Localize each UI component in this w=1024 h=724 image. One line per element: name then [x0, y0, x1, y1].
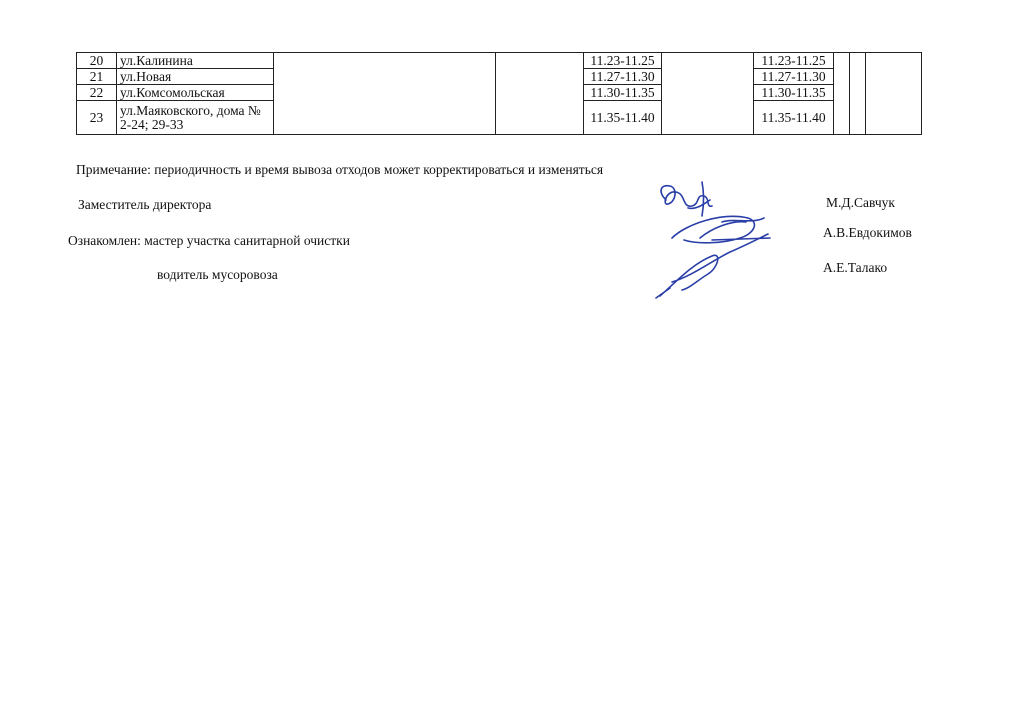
empty-cell [496, 53, 584, 135]
pickup-time-1: 11.30-11.35 [584, 85, 662, 101]
street-name: ул.Комсомольская [117, 85, 274, 101]
pickup-time-1: 11.35-11.40 [584, 101, 662, 135]
handwritten-signatures [652, 178, 790, 300]
pickup-time-2: 11.30-11.35 [754, 85, 834, 101]
signature-evdokimov [672, 216, 770, 242]
street-name: ул.Новая [117, 69, 274, 85]
row-number: 22 [77, 85, 117, 101]
table-row [77, 53, 922, 69]
pickup-time-1: 11.23-11.25 [584, 53, 662, 69]
driver-name: А.Е.Талако [823, 260, 888, 275]
driver-label: водитель мусоровоза [157, 267, 278, 282]
empty-cell [662, 53, 754, 135]
signature-savchuk [661, 182, 712, 216]
schedule-table-wrapper [76, 52, 922, 135]
street-name: ул.Калинина [117, 53, 274, 69]
deputy-director-label: Заместитель директора [78, 197, 212, 212]
row-number: 23 [77, 101, 117, 135]
empty-cell [274, 53, 496, 135]
pickup-time-2: 11.23-11.25 [754, 53, 834, 69]
acquainted-label: Ознакомлен: мастер участка санитарной очистки [68, 233, 350, 248]
pickup-time-2: 11.27-11.30 [754, 69, 834, 85]
empty-cell [850, 53, 866, 135]
street-name: ул.Маяковского, дома № 2-24; 29-33 [117, 101, 274, 135]
deputy-name: М.Д.Савчук [826, 195, 895, 210]
schedule-table [76, 52, 922, 135]
footnote: Примечание: периодичность и время вывоза отходов может корректироваться и изменяться [76, 162, 604, 177]
pickup-time-2: 11.35-11.40 [754, 101, 834, 135]
empty-cell [866, 53, 922, 135]
pickup-time-1: 11.27-11.30 [584, 69, 662, 85]
signature-talako [656, 234, 768, 298]
master-name: А.В.Евдокимов [823, 225, 912, 240]
empty-cell [834, 53, 850, 135]
row-number: 20 [77, 53, 117, 69]
row-number: 21 [77, 69, 117, 85]
